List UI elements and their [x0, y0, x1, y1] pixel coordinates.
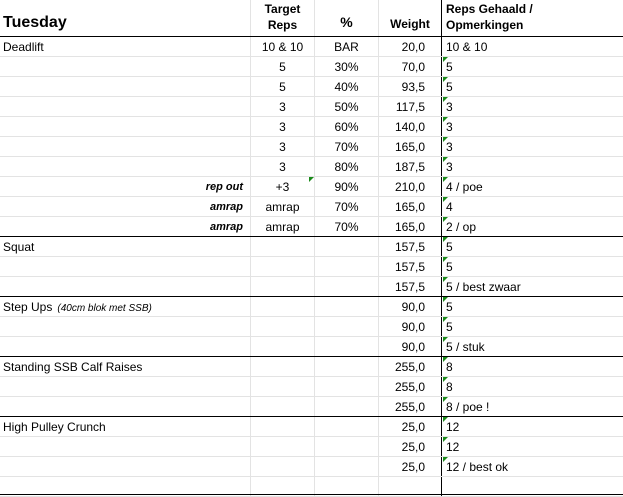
percent-cell[interactable]: BAR [334, 40, 359, 54]
percent-cell[interactable]: 70% [334, 140, 359, 154]
reps-done-cell[interactable]: 5 [446, 300, 453, 314]
target-reps-cell[interactable] [251, 377, 314, 397]
set-note-cell[interactable]: amrap [209, 221, 243, 233]
exercise-name-cell[interactable] [3, 377, 248, 397]
exercise-name-cell[interactable] [3, 457, 248, 477]
comment-marker-icon[interactable] [443, 177, 448, 182]
reps-done-cell[interactable]: 3 [446, 120, 453, 134]
set-note-cell[interactable]: rep out [205, 181, 243, 193]
percent-cell[interactable] [315, 297, 378, 317]
percent-cell[interactable]: 90% [334, 180, 359, 194]
target-reps-cell[interactable] [251, 457, 314, 477]
table-row [0, 337, 623, 357]
table-row [0, 177, 623, 197]
reps-done-cell[interactable]: 5 / stuk [446, 340, 485, 354]
comment-marker-icon[interactable] [443, 457, 448, 462]
percent-cell[interactable]: 60% [334, 120, 359, 134]
percent-cell[interactable]: 30% [334, 60, 359, 74]
table-row [0, 357, 623, 377]
comment-marker-icon[interactable] [443, 377, 448, 382]
exercise-name-cell[interactable]: Deadlift [3, 40, 44, 54]
target-reps-header[interactable] [251, 1, 314, 33]
table-row [0, 197, 623, 217]
weight-header[interactable]: Weight [390, 17, 430, 31]
percent-cell[interactable] [315, 437, 378, 457]
target-reps-cell[interactable] [251, 297, 314, 317]
exercise-name: Step Ups [3, 300, 53, 314]
comment-marker-icon[interactable] [443, 317, 448, 322]
percent-cell[interactable] [315, 357, 378, 377]
comment-marker-icon[interactable] [443, 357, 448, 362]
comment-marker-icon[interactable] [443, 97, 448, 102]
weight-cell[interactable]: 157,5 [394, 260, 425, 274]
comment-marker-icon[interactable] [443, 437, 448, 442]
exercise-name-cell[interactable] [3, 397, 248, 417]
weight-cell[interactable]: 210,0 [394, 180, 425, 194]
weight-cell[interactable]: 20,0 [401, 40, 425, 54]
exercise-name-cell[interactable] [3, 277, 248, 297]
weight-cell[interactable]: 25,0 [401, 420, 425, 434]
percent-cell[interactable] [315, 337, 378, 357]
target-reps-cell[interactable]: amrap [265, 220, 300, 234]
target-reps-cell[interactable]: 10 & 10 [261, 40, 304, 54]
reps-done-cell[interactable]: 5 / best zwaar [446, 280, 521, 294]
reps-done-header[interactable] [446, 1, 623, 33]
percent-cell[interactable] [315, 257, 378, 277]
comment-marker-icon[interactable] [443, 297, 448, 302]
target-reps-cell[interactable]: 3 [279, 100, 286, 114]
target-reps-cell[interactable] [251, 357, 314, 377]
weight-cell[interactable]: 90,0 [401, 320, 425, 334]
table-row [0, 457, 623, 477]
reps-done-cell[interactable]: 4 [446, 200, 453, 214]
percent-cell[interactable]: 70% [334, 220, 359, 234]
table-row [0, 297, 623, 317]
weight-cell[interactable]: 165,0 [394, 140, 425, 154]
bottom-border [0, 494, 623, 495]
exercise-name-cell[interactable] [3, 257, 248, 277]
weight-cell[interactable]: 255,0 [394, 380, 425, 394]
target-reps-cell[interactable]: 3 [279, 140, 286, 154]
reps-done-cell[interactable]: 5 [446, 240, 453, 254]
table-row [0, 437, 623, 457]
comment-marker-icon[interactable] [443, 277, 448, 282]
percent-cell[interactable]: 70% [334, 200, 359, 214]
table-row [0, 217, 623, 237]
table-row [0, 97, 623, 117]
reps-done-cell[interactable]: 5 [446, 260, 453, 274]
target-reps-cell[interactable] [251, 317, 314, 337]
comment-marker-icon[interactable] [443, 397, 448, 402]
target-reps-cell[interactable]: 5 [279, 60, 286, 74]
reps-done-cell[interactable]: 12 [446, 420, 460, 434]
day-title[interactable]: Tuesday [3, 14, 67, 31]
target-reps-cell[interactable] [251, 397, 314, 417]
exercise-name-cell[interactable] [3, 437, 248, 457]
comment-marker-icon[interactable] [443, 257, 448, 262]
target-reps-cell[interactable]: amrap [265, 200, 300, 214]
table-row [0, 137, 623, 157]
comment-marker-icon[interactable] [443, 137, 448, 142]
percent-header[interactable]: % [340, 14, 353, 30]
exercise-subnote: (40cm blok met SSB) [57, 303, 152, 314]
percent-cell[interactable] [315, 277, 378, 297]
percent-cell[interactable]: 50% [334, 100, 359, 114]
percent-cell[interactable]: 80% [334, 160, 359, 174]
table-row [0, 257, 623, 277]
comment-marker-icon[interactable] [443, 197, 448, 202]
reps-done-cell[interactable]: 3 [446, 100, 453, 114]
reps-done-cell[interactable]: 12 / best ok [446, 460, 509, 474]
comment-marker-icon[interactable] [443, 157, 448, 162]
target-reps-cell[interactable]: 5 [279, 80, 286, 94]
weight-cell[interactable]: 117,5 [395, 100, 425, 114]
weight-cell[interactable]: 255,0 [394, 360, 425, 374]
weight-cell[interactable]: 25,0 [401, 440, 425, 454]
table-row [0, 117, 623, 137]
weight-cell[interactable]: 140,0 [394, 120, 425, 134]
weight-cell[interactable]: 187,5 [394, 160, 425, 174]
table-row [0, 77, 623, 97]
reps-done-cell[interactable]: 4 / poe [446, 180, 483, 194]
comment-marker-icon[interactable] [443, 237, 448, 242]
target-reps-header-line2: Reps [267, 18, 298, 32]
target-reps-cell[interactable]: 3 [279, 120, 286, 134]
percent-cell[interactable] [315, 417, 378, 437]
target-reps-cell[interactable]: 3 [279, 160, 286, 174]
exercise-name-cell[interactable] [3, 57, 248, 77]
weight-cell[interactable]: 157,5 [394, 240, 425, 254]
comment-marker-icon[interactable] [443, 77, 448, 82]
weight-cell[interactable]: 70,0 [401, 60, 425, 74]
percent-cell[interactable] [315, 397, 378, 417]
exercise-name-cell[interactable] [3, 157, 248, 177]
target-reps-cell[interactable] [251, 257, 314, 277]
target-reps-cell[interactable] [251, 337, 314, 357]
reps-done-cell[interactable]: 5 [446, 60, 453, 74]
weight-cell[interactable]: 255,0 [394, 400, 425, 414]
reps-done-cell[interactable]: 8 / poe ! [446, 400, 490, 414]
percent-cell[interactable] [315, 237, 378, 257]
target-reps-cell[interactable] [251, 417, 314, 437]
table-row [0, 397, 623, 417]
exercise-name-cell[interactable] [3, 97, 248, 117]
table-row [0, 37, 623, 57]
target-reps-header-line1: Target [264, 2, 301, 16]
reps-done-header-line2: Opmerkingen [446, 18, 524, 32]
table-row [0, 157, 623, 177]
target-reps-cell[interactable] [251, 437, 314, 457]
exercise-name-cell[interactable] [3, 297, 248, 317]
percent-cell[interactable]: 40% [334, 80, 359, 94]
comment-marker-icon[interactable] [443, 117, 448, 122]
percent-cell[interactable] [315, 317, 378, 337]
weight-cell[interactable]: 90,0 [401, 340, 425, 354]
comment-marker-icon[interactable] [309, 177, 314, 182]
percent-cell[interactable] [315, 457, 378, 477]
weight-cell[interactable]: 90,0 [401, 300, 425, 314]
reps-done-cell[interactable]: 5 [446, 320, 453, 334]
reps-done-cell[interactable]: 12 [446, 440, 460, 454]
reps-done-cell[interactable]: 3 [446, 140, 453, 154]
table-row [0, 377, 623, 397]
percent-cell[interactable] [315, 377, 378, 397]
reps-done-cell[interactable]: 8 [446, 360, 453, 374]
weight-cell[interactable]: 165,0 [394, 220, 425, 234]
reps-done-cell[interactable]: 2 / op [446, 220, 477, 234]
comment-marker-icon[interactable] [443, 57, 448, 62]
exercise-name-cell[interactable]: Squat [3, 240, 35, 254]
reps-done-header-line1: Reps Gehaald / [446, 2, 533, 16]
header-row [0, 0, 623, 37]
comment-marker-icon[interactable] [443, 417, 448, 422]
comment-marker-icon[interactable] [443, 337, 448, 342]
exercise-name-cell[interactable]: High Pulley Crunch [3, 420, 106, 434]
table-row [0, 57, 623, 77]
weight-cell[interactable]: 165,0 [394, 200, 425, 214]
exercise-name-cell[interactable] [3, 137, 248, 157]
exercise-name-cell[interactable]: Standing SSB Calf Raises [3, 360, 143, 374]
reps-done-cell[interactable]: 8 [446, 380, 453, 394]
target-reps-cell[interactable] [251, 237, 314, 257]
reps-done-cell[interactable]: 5 [446, 80, 453, 94]
table-row [0, 237, 623, 257]
reps-done-cell[interactable]: 10 & 10 [446, 40, 488, 54]
table-row [0, 417, 623, 437]
set-note-cell[interactable]: amrap [209, 201, 243, 213]
exercise-name-cell[interactable] [3, 117, 248, 137]
exercise-name-cell[interactable] [3, 337, 248, 357]
target-reps-cell[interactable] [251, 277, 314, 297]
weight-cell[interactable]: 93,5 [401, 80, 425, 94]
exercise-name-cell[interactable] [3, 77, 248, 97]
exercise-name-cell[interactable] [3, 317, 248, 337]
reps-done-cell[interactable]: 3 [446, 160, 453, 174]
target-reps-cell[interactable]: +3 [275, 180, 290, 194]
weight-cell[interactable]: 157,5 [394, 280, 425, 294]
table-row [0, 317, 623, 337]
weight-cell[interactable]: 25,0 [401, 460, 425, 474]
table-row [0, 277, 623, 297]
comment-marker-icon[interactable] [443, 217, 448, 222]
